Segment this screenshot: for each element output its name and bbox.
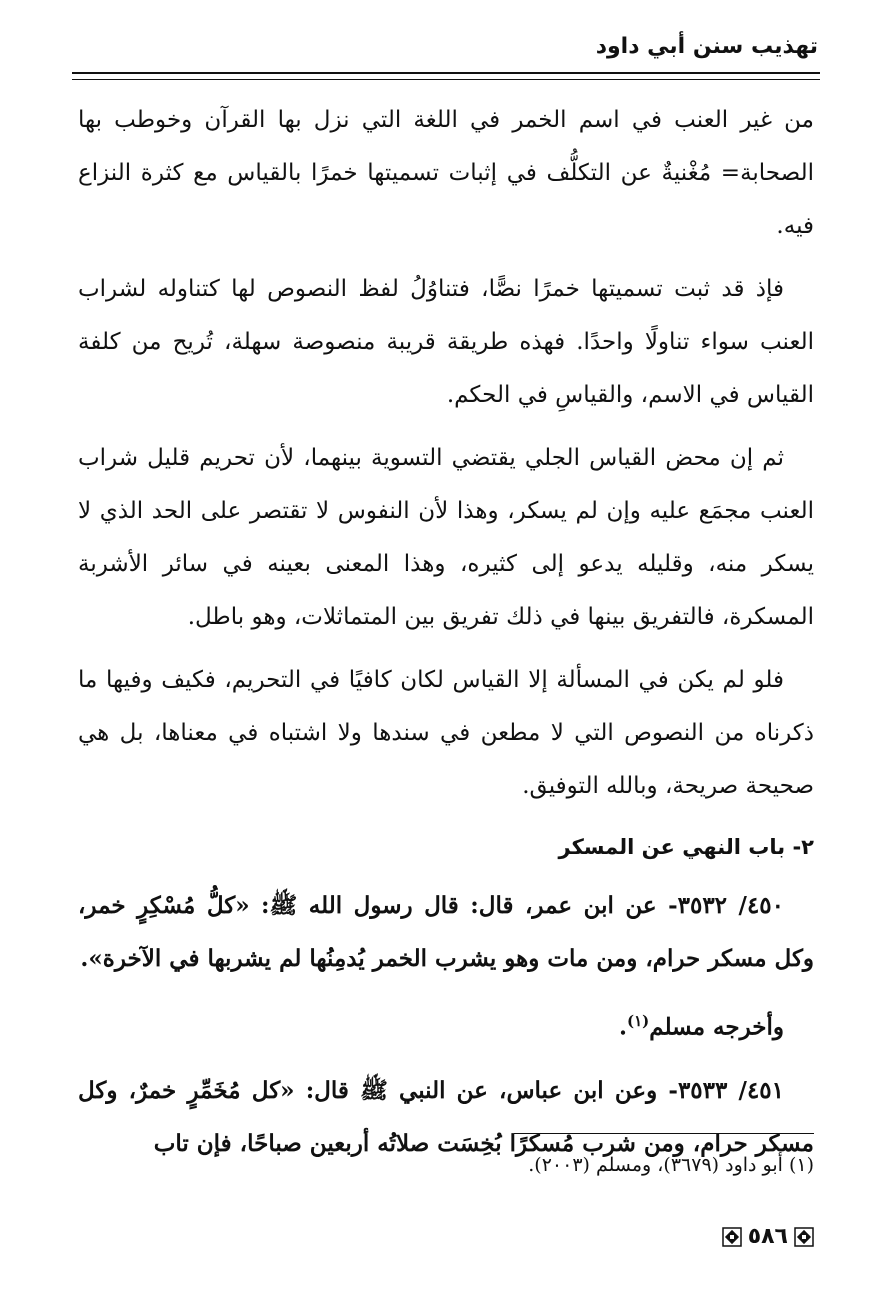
paragraph: ثم إن محض القياس الجلي يقتضي التسوية بينهما، لأن تحريم قليل شراب العنب مجمَع عليه وإن لم يسكر، وهذا لأن النفوس لا تقتصر على الحد الذي لا يسكر منه، وقليله يدعو إلى كثيره، وهذا المعنى بعينه في سائر الأشربة المسكرة، فالتفريق بينها في ذلك تفريق بين المتماثلات، وهو باطل. (78, 445, 814, 630)
footnote-marker: (١) (626, 1012, 650, 1030)
footnote: (١) أبو داود (٣٦٧٩)، ومسلم (٢٠٠٣). (528, 1154, 814, 1176)
body-text (78, 94, 814, 1180)
ornament-icon (722, 1227, 742, 1247)
takhrij-line (78, 995, 814, 1054)
page-number: ٥٨٦ (747, 1224, 788, 1249)
chapter-title: ٢- باب النهي عن المسكر (558, 835, 814, 859)
page-folio (722, 1224, 814, 1249)
paragraph: فإذ قد ثبت تسميتها خمرًا نصًّا، فتناوُلُ لفظ النصوص لها كتناوله لشراب العنب سواء تناولًا واحدًا. فهذه طريقة قريبة منصوصة سهلة، تُريح من كلفة القياس في الاسم، والقياسِ في الحكم. (78, 276, 814, 408)
hadith-451: ٤٥١/ ٣٥٣٣- وعن ابن عباس، عن النبي ﷺ قال: «كل مُخَمِّرٍ خمرٌ، وكل مسكر حرام، ومن شرب مُسكرًا بُخِسَت صلاتُه أربعين صباحًا، فإن تاب (78, 1076, 814, 1157)
ornament-icon (794, 1227, 814, 1247)
running-header: تهذيب سنن أبي داود (595, 34, 818, 59)
takhrij-text: وأخرجه مسلم (649, 1013, 784, 1041)
takhrij-end: . (618, 1013, 627, 1041)
paragraph: من غير العنب في اسم الخمر في اللغة التي نزل بها القرآن وخوطب بها الصحابة= مُغْنيةٌ عن التكلُّف في إثبات تسميتها خمرًا بالقياس مع كثرة النزاع فيه. (78, 107, 814, 239)
paragraph: فلو لم يكن في المسألة إلا القياس لكان كافيًا في التحريم، فكيف وفيها ما ذكرناه من النصوص التي لا مطعن في سندها ولا اشتباه في معناها، بل هي صحيحة صريحة، وبالله التوفيق. (78, 667, 814, 799)
header-rule (72, 72, 820, 80)
hadith-450: ٤٥٠/ ٣٥٣٢- عن ابن عمر، قال: قال رسول الله ﷺ: «كلُّ مُسْكِرٍ خمر، وكل مسكر حرام، ومن مات وهو يشرب الخمر يُدمِنُها لم يشربها في الآخرة». (78, 892, 814, 972)
footnote-rule (514, 1133, 814, 1134)
